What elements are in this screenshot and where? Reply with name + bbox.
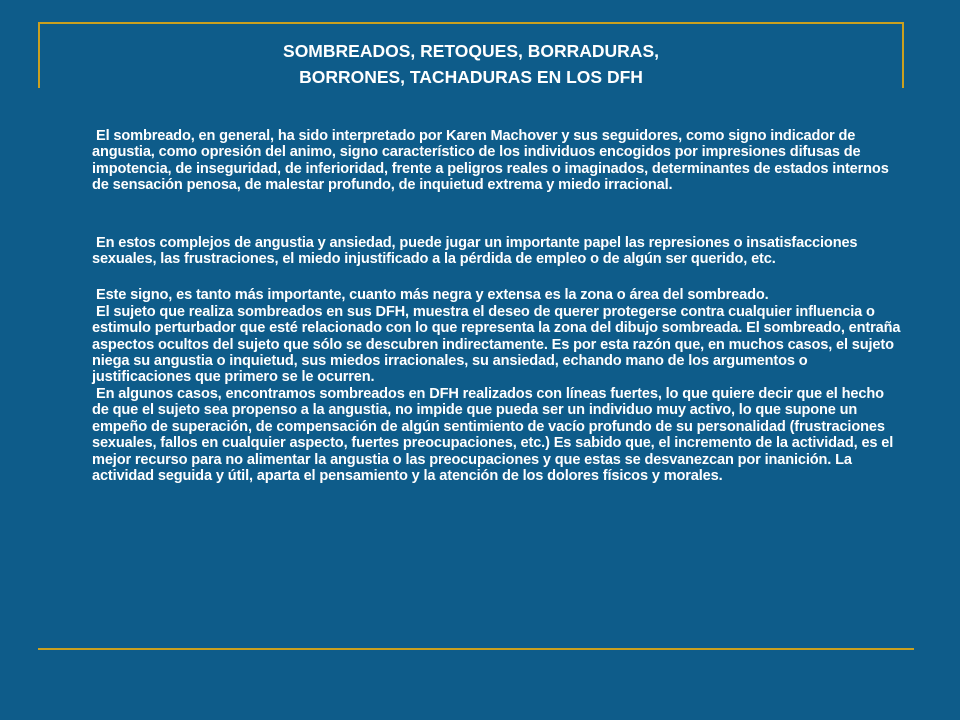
paragraph-4: El sujeto que realiza sombreados en sus DFH, muestra el deseo de querer protegerse contra cualquier influencia o estimulo perturbador que esté relacionado con lo que representa la zona del dibujo sombreada. El sombreado, entraña aspectos ocultos del sujeto que sólo se descubren indirectamente. Es por esta razón que, en muchos casos, el sujeto niega su angustia o inquietud, sus miedos irracionales, su ansiedad, echando mano de los argumentos o justificaciones que primero se le ocurren.	[92, 303, 901, 386]
slide-title	[40, 38, 902, 90]
gold-accent-line-right	[902, 22, 904, 88]
paragraph-1: El sombreado, en general, ha sido interpretado por Karen Machover y sus seguidores, como signo indicador de angustia, como opresión del animo, signo característico de los individuos encogidos por impresiones difusas de impotencia, de inseguridad, de inferioridad, frente a peligros reales o imaginados, determinantes de estados internos de sensación penosa, de malestar profundo, de inquietud extrema y miedo irracional.	[92, 128, 889, 194]
slide-body	[92, 128, 902, 484]
gold-accent-line-top	[38, 22, 904, 24]
paragraph-5: En algunos casos, encontramos sombreados en DFH realizados con líneas fuertes, lo que quiere decir que el hecho de que el sujeto sea propenso a la angustia, no impide que pueda ser un individuo muy activo, lo que supone un empeño de superación, de compensación de algún sentimiento de vacío profundo de su personalidad (frustraciones sexuales, fallos en cualquier aspecto, fuertes preocupaciones, etc.) Es sabido que, el incremento de la actividad, es el mejor recurso para no alimentar la angustia o las preocupaciones y que estas se desvanezcan por inanición. La actividad seguida y útil, aparta el pensamiento y la atención de los dolores físicos y morales.	[92, 385, 894, 484]
gold-accent-line-bottom	[38, 648, 914, 650]
title-line-1: SOMBREADOS, RETOQUES, BORRADURAS,	[283, 41, 659, 61]
paragraph-2: En estos complejos de angustia y ansiedad, puede jugar un importante papel las represiones o insatisfacciones sexuales, las frustraciones, el miedo injustificado a la pérdida de empleo o de algún ser querido, etc.	[92, 234, 858, 268]
title-line-2: BORRONES, TACHADURAS EN LOS DFH	[299, 67, 643, 87]
paragraph-3: Este signo, es tanto más importante, cuanto más negra y extensa es la zona o área del sombreado.	[96, 287, 769, 304]
